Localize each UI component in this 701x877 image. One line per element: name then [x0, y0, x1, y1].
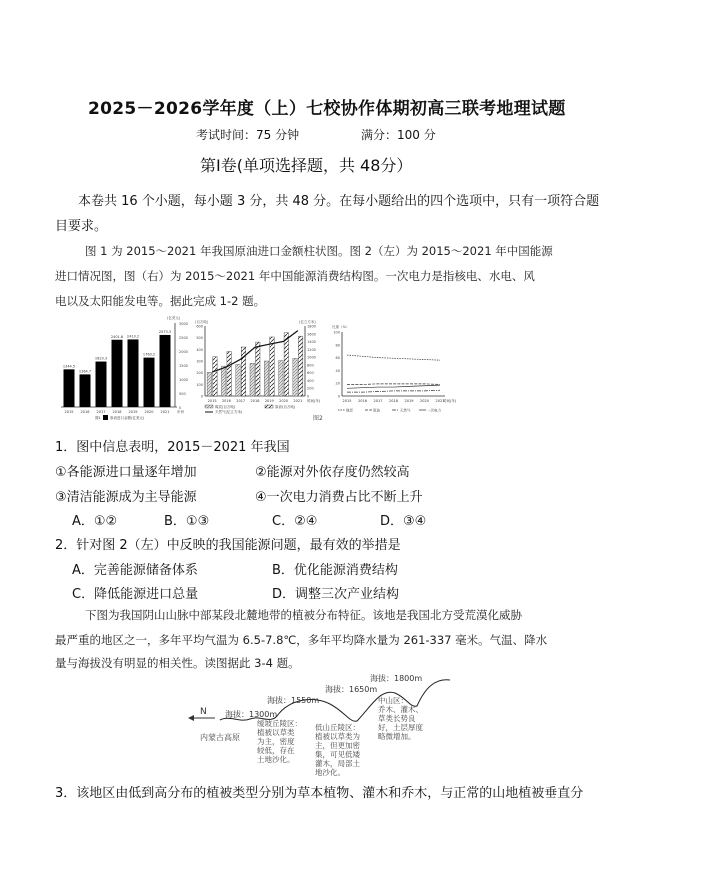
bar-value-label: 1763.2	[142, 352, 156, 357]
y-tick-label: 2000	[179, 350, 188, 354]
zone-text-line: 好，土层厚度	[378, 723, 423, 732]
zone-text-line: 为主，密度	[257, 737, 295, 746]
y-tick-label: 1000	[179, 378, 188, 382]
bar	[112, 340, 123, 407]
series-line	[347, 390, 440, 392]
q1-option-a[interactable]: A．①②	[72, 514, 118, 529]
y-axis-title: 比重（%）	[332, 325, 350, 329]
legend-label: 煤炭	[346, 408, 353, 413]
exam-title: 2025－2026学年度（上）七校协作体期初高三联考地理试题	[88, 99, 566, 119]
y-tick-label: 1500	[179, 364, 188, 368]
y-left-tick-label: 500	[196, 336, 203, 341]
x-tick-label: 2017	[236, 399, 246, 403]
y-right-tick-label: 600	[307, 371, 314, 376]
q3-stem: 3．该地区由低到高分布的植被类型分别为草本植物、灌木和乔木，与正常的山地植被垂直分	[55, 786, 584, 801]
bar	[80, 374, 91, 407]
legend-label: 天然气	[400, 408, 411, 413]
bar-value-label: 2413.2	[126, 334, 140, 339]
x-tick-label: 2017	[373, 399, 383, 403]
x-axis-title: 时间(年)	[307, 399, 321, 403]
y-left-tick-label: 600	[196, 324, 203, 329]
x-tick-label: 2018	[112, 410, 122, 414]
material1-line-1: 图 1 为 2015～2021 年我国原油进口金额柱状图。图 2（左）为 2015～2021 年中国能源	[85, 244, 553, 258]
x-tick-label: 2017	[96, 410, 106, 414]
y-right-tick-label: 1400	[307, 340, 316, 345]
legend-coal-label: 煤炭(百万吨)	[215, 405, 236, 409]
figure2-left-chart	[195, 318, 335, 428]
x-tick-label: 2015	[207, 399, 217, 403]
exam-time: 考试时间：75 分钟	[196, 128, 300, 142]
zone-text-line: 集，可见低矮	[315, 750, 360, 759]
q1-statement-1: ①各能源进口量逐年增加	[55, 465, 197, 480]
q1-statement-4: ④一次电力消费占比不断上升	[255, 490, 423, 505]
oil-bar	[213, 357, 218, 396]
x-tick-label: 2018	[389, 399, 398, 403]
y-left-tick-label: 400	[196, 347, 203, 352]
material1-line-3: 电以及太阳能发电等。据此完成 1-2 题。	[55, 294, 266, 308]
intro-line-2: 目要求。	[55, 219, 108, 234]
q2-option-a[interactable]: A．完善能源储备体系	[72, 563, 198, 578]
coal-bar	[293, 358, 298, 396]
x-tick-label: 2015	[342, 399, 352, 403]
zone-text-line: 草类长势良	[378, 714, 416, 723]
y-right-tick-label: 1200	[307, 347, 316, 352]
q2-stem: 2．针对图 2（左）中反映的我国能源问题，最有效的举措是	[55, 538, 401, 553]
q1-option-c[interactable]: C．②④	[272, 514, 318, 529]
coal-bar	[250, 363, 255, 396]
q2-option-d[interactable]: D．调整三次产业结构	[272, 587, 400, 602]
figure-label: 图2	[313, 415, 323, 422]
zone-text-line: 乔木、灌木、	[378, 705, 423, 714]
y-tick-label: 80	[335, 343, 340, 348]
series-line	[347, 385, 440, 388]
zone-middle-mountain	[378, 695, 423, 741]
zone-text-line: 缓坡丘陵区：	[257, 719, 302, 728]
x-tick-label: 2018	[250, 399, 260, 403]
coal-bar	[264, 361, 269, 396]
y-tick-label: 40	[335, 368, 340, 373]
zone-text-line: 地沙化。	[315, 768, 345, 777]
q1-statement-2: ②能源对外依存度仍然较高	[255, 465, 410, 480]
zone-text-line: 中山区：	[378, 696, 408, 705]
y-tick-label: 100	[333, 330, 340, 335]
y-right-tick-label: 0	[307, 394, 310, 399]
zone-text-line: 主，但更加密	[315, 741, 360, 750]
x-tick-label: 2020	[279, 399, 289, 403]
y-right-tick-label: 1000	[307, 355, 316, 360]
y-left-tick-label: 200	[196, 371, 203, 376]
oil-bar	[284, 333, 289, 396]
q1-option-b[interactable]: B．①③	[164, 514, 210, 529]
x-axis-title: 时间(年)	[443, 399, 457, 403]
oil-bar	[298, 336, 303, 396]
q1-stem: 1．图中信息表明，2015－2021 年我国	[55, 440, 290, 455]
bar-value-label: 1164.7	[78, 369, 92, 374]
legend-gas-label: 天然气(亿立方米)	[215, 410, 243, 414]
zone-text-line: 略微增加。	[378, 732, 416, 741]
y-axis-title: (亿美元)	[167, 316, 181, 320]
legend-label: 一次电力	[427, 408, 441, 413]
elevation-1800: 海拔：1800m	[370, 674, 423, 683]
plateau-label: 内蒙古高原	[200, 733, 240, 742]
material1-line-2: 进口情况图，图（右）为 2015～2021 年中国能源消费结构图。一次电力是指核电、水电、风	[55, 269, 535, 283]
bar-value-label: 2573.3	[158, 329, 172, 334]
y-right-tick-label: 400	[307, 378, 314, 383]
bar	[128, 339, 139, 407]
y-left-tick-label: 0	[200, 394, 203, 399]
x-tick-label: 2021	[435, 399, 445, 403]
coal-bar	[221, 366, 226, 396]
x-tick-label: 2016	[221, 399, 231, 403]
legend-oil-label: 原油(百万吨)	[275, 405, 296, 409]
x-tick-label: 2019	[404, 399, 414, 403]
series-line	[347, 355, 440, 360]
bar	[144, 358, 155, 407]
zone-low-hills	[315, 722, 360, 777]
coal-bar	[207, 372, 212, 396]
x-tick-label: 2020	[144, 410, 154, 414]
x-tick-label: 2021	[160, 410, 170, 414]
x-tick-label: 2019	[128, 410, 138, 414]
series-line	[347, 384, 440, 385]
legend-oil-swatch	[265, 405, 273, 408]
material2-line-2: 最严重的地区之一，多年平均气温为 6.5-7.8℃，多年平均降水量为 261-337 毫米。气温、降水	[55, 633, 548, 647]
y-right-tick-label: 1600	[307, 332, 316, 337]
oil-bar	[256, 342, 261, 396]
bar	[160, 335, 171, 407]
q1-option-d[interactable]: D．③④	[380, 514, 427, 529]
zone-text-line: 土地沙化。	[257, 755, 295, 764]
bar	[64, 369, 75, 407]
bar-value-label: 1623.3	[94, 356, 108, 361]
x-axis-title: 年份	[177, 410, 184, 414]
intro-line-1: 本卷共 16 个小题，每小题 3 分，共 48 分。在每小题给出的四个选项中，只有一项符合题	[78, 194, 600, 209]
y-right-axis-title: (亿立方米)	[299, 320, 316, 324]
full-score: 满分：100 分	[361, 128, 436, 142]
elevation-1650: 海拔：1650m	[325, 685, 378, 694]
legend-swatch	[103, 415, 108, 420]
legend-label: 原油进口金额(亿美元)	[110, 416, 145, 420]
coal-bar	[279, 361, 284, 396]
north-label: N	[200, 707, 207, 717]
x-tick-label: 2020	[420, 399, 429, 403]
elevation-1550: 海拔：1550m	[267, 696, 320, 705]
oil-bar	[227, 352, 232, 396]
y-tick-label: 0	[179, 406, 182, 410]
y-right-tick-label: 800	[307, 363, 314, 368]
x-tick-label: 2021	[293, 399, 303, 403]
x-tick-label: 2019	[264, 399, 274, 403]
section-title: 第Ⅰ卷(单项选择题，共 48分）	[200, 156, 413, 175]
figure2-right-chart	[330, 318, 465, 423]
zone-gentle-hills	[257, 718, 302, 764]
figure-label: 图1	[95, 416, 101, 420]
legend-coal-swatch	[205, 405, 213, 408]
material2-line-3: 量与海拔没有明显的相关性。读图据此 3-4 题。	[55, 656, 300, 670]
y-tick-label: 3000	[179, 322, 188, 326]
y-left-axis-title: (百万吨)	[195, 320, 209, 324]
oil-bar	[241, 347, 246, 396]
figure1-bar-chart	[55, 315, 195, 420]
y-right-tick-label: 200	[307, 386, 314, 391]
coal-bar	[236, 364, 241, 396]
q2-option-b[interactable]: B．优化能源消费结构	[272, 563, 398, 578]
zone-text-line: 灌木，局部土	[315, 759, 360, 768]
legend-label: 原油	[373, 408, 380, 413]
y-tick-label: 60	[335, 356, 340, 361]
y-tick-label: 20	[335, 381, 340, 386]
y-right-tick-label: 1800	[307, 324, 316, 329]
bar-value-label: 1344.5	[62, 364, 76, 369]
y-tick-label: 2500	[179, 336, 188, 340]
bar-value-label: 2401.6	[110, 334, 124, 339]
zone-text-line: 植被以草类	[257, 728, 295, 737]
zone-text-line: 低山丘陵区：	[315, 723, 360, 732]
y-left-tick-label: 300	[196, 359, 203, 364]
y-tick-label: 0	[337, 394, 340, 399]
x-tick-label: 2016	[80, 410, 90, 414]
material2-line-1: 下图为我国阴山山脉中部某段北麓地带的植被分布特征。该地是我国北方受荒漠化威胁	[85, 608, 522, 622]
x-tick-label: 2015	[64, 410, 74, 414]
q1-statement-3: ③清洁能源成为主导能源	[55, 490, 197, 505]
q2-option-c[interactable]: C．降低能源进口总量	[72, 587, 199, 602]
zone-text-line: 植被以草类为	[315, 732, 360, 741]
vegetation-profile-diagram	[185, 668, 455, 778]
x-tick-label: 2016	[358, 399, 367, 403]
oil-bar	[270, 337, 275, 396]
elevation-1300: 海拔：1300m	[225, 710, 278, 719]
zone-text-line: 较低，存在	[257, 746, 295, 755]
bar	[96, 362, 107, 407]
y-tick-label: 500	[179, 392, 186, 396]
y-left-tick-label: 100	[196, 382, 203, 387]
